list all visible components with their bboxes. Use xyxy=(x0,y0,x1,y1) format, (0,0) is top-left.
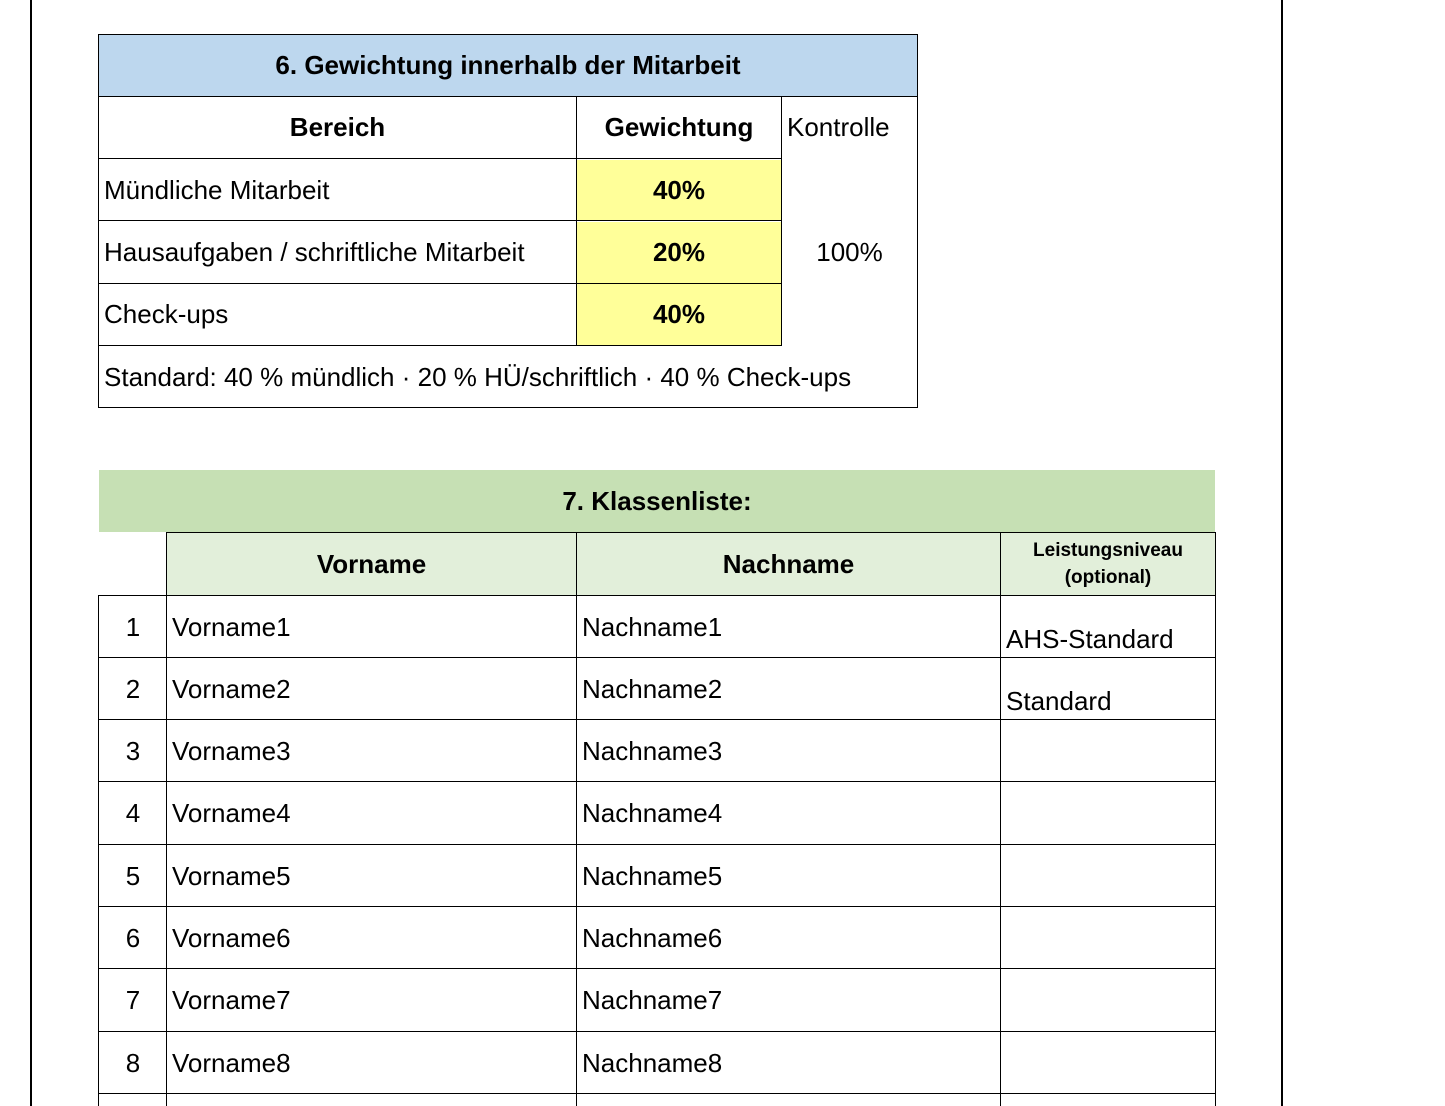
first-name-cell[interactable]: Vorname5 xyxy=(172,861,291,891)
weighting-area-oral: Mündliche Mitarbeit xyxy=(104,175,330,205)
weighting-title: 6. Gewichtung innerhalb der Mitarbeit xyxy=(99,35,917,96)
weighting-area-checkups: Check-ups xyxy=(104,299,229,329)
level-cell[interactable] xyxy=(1001,721,1215,782)
weighting-col-weight: Gewichtung xyxy=(604,112,754,142)
weighting-col-area: Bereich xyxy=(289,112,386,142)
last-name-cell[interactable]: Nachname2 xyxy=(582,674,723,704)
grid-line xyxy=(98,34,99,408)
grid-line xyxy=(99,158,782,159)
grid-line xyxy=(99,844,1216,845)
classlist-title: 7. Klassenliste: xyxy=(99,470,1215,532)
level-cell[interactable] xyxy=(1001,1033,1215,1094)
page-border-right xyxy=(1281,0,1283,1106)
weighting-note: Standard: 40 % mündlich · 20 % HÜ/schriftlich · 40 % Check-ups xyxy=(104,362,852,392)
last-name-cell[interactable]: Nachname8 xyxy=(582,1048,723,1078)
weighting-input-oral[interactable]: 40% xyxy=(577,160,781,221)
classlist-col-first: Vorname xyxy=(167,533,576,595)
first-name-cell[interactable]: Vorname4 xyxy=(172,798,291,828)
grid-line xyxy=(99,1031,1216,1032)
classlist-col-last: Nachname xyxy=(577,533,1000,595)
first-name-cell[interactable]: Vorname3 xyxy=(172,736,291,766)
classlist-col-level xyxy=(1001,533,1215,595)
grid-line xyxy=(99,220,782,221)
grid-line xyxy=(99,1093,1216,1094)
grid-line xyxy=(99,345,782,346)
grid-line xyxy=(99,96,918,97)
grid-line xyxy=(99,407,918,408)
weighting-area-homework: Hausaufgaben / schriftliche Mitarbeit xyxy=(104,237,525,267)
grid-line xyxy=(99,283,782,284)
row-number: 7 xyxy=(125,985,141,1015)
last-name-cell[interactable]: Nachname4 xyxy=(582,798,723,828)
grid-line xyxy=(166,532,167,1106)
grid-line xyxy=(99,595,1216,596)
grid-line xyxy=(99,34,918,35)
last-name-cell[interactable]: Nachname7 xyxy=(582,985,723,1015)
last-name-cell[interactable]: Nachname6 xyxy=(582,923,723,953)
grid-line xyxy=(781,96,782,346)
grid-line xyxy=(98,595,99,1106)
first-name-cell[interactable]: Vorname8 xyxy=(172,1048,291,1078)
weighting-input-homework[interactable]: 20% xyxy=(577,222,781,283)
first-name-cell[interactable]: Vorname1 xyxy=(172,612,291,642)
row-number: 2 xyxy=(125,674,141,704)
level-cell[interactable] xyxy=(1001,908,1215,969)
row-number: 3 xyxy=(125,736,141,766)
page-border-left xyxy=(30,0,32,1106)
last-name-cell[interactable]: Nachname3 xyxy=(582,736,723,766)
weighting-input-checkups[interactable]: 40% xyxy=(577,284,781,345)
grid-line xyxy=(99,657,1216,658)
weighting-col-check: Kontrolle xyxy=(787,112,890,142)
grid-line xyxy=(576,96,577,346)
level-cell[interactable] xyxy=(1001,846,1215,907)
weighting-check-value: 100% xyxy=(816,237,883,267)
first-name-cell[interactable]: Vorname2 xyxy=(172,674,291,704)
level-cell[interactable] xyxy=(1001,970,1215,1031)
grid-line xyxy=(1215,532,1216,1106)
grid-line xyxy=(99,906,1216,907)
classlist-col-level-line2: (optional) xyxy=(1064,567,1152,588)
grid-line xyxy=(576,532,577,1106)
last-name-cell[interactable]: Nachname1 xyxy=(582,612,723,642)
grid-line xyxy=(99,719,1216,720)
grid-line xyxy=(167,532,1216,533)
row-number: 4 xyxy=(125,798,141,828)
row-number: 1 xyxy=(125,612,141,642)
row-number: 5 xyxy=(125,861,141,891)
grid-line xyxy=(99,781,1216,782)
first-name-cell[interactable]: Vorname6 xyxy=(172,923,291,953)
row-number: 6 xyxy=(125,923,141,953)
row-number: 8 xyxy=(125,1048,141,1078)
level-cell[interactable]: AHS-Standard xyxy=(1006,624,1174,654)
classlist-col-level-line1: Leistungsniveau xyxy=(1033,540,1183,561)
grid-line xyxy=(917,34,918,408)
level-cell[interactable] xyxy=(1001,783,1215,844)
grid-line xyxy=(1000,532,1001,1106)
first-name-cell[interactable]: Vorname7 xyxy=(172,985,291,1015)
grid-line xyxy=(99,968,1216,969)
level-cell[interactable]: Standard xyxy=(1006,686,1112,716)
last-name-cell[interactable]: Nachname5 xyxy=(582,861,723,891)
